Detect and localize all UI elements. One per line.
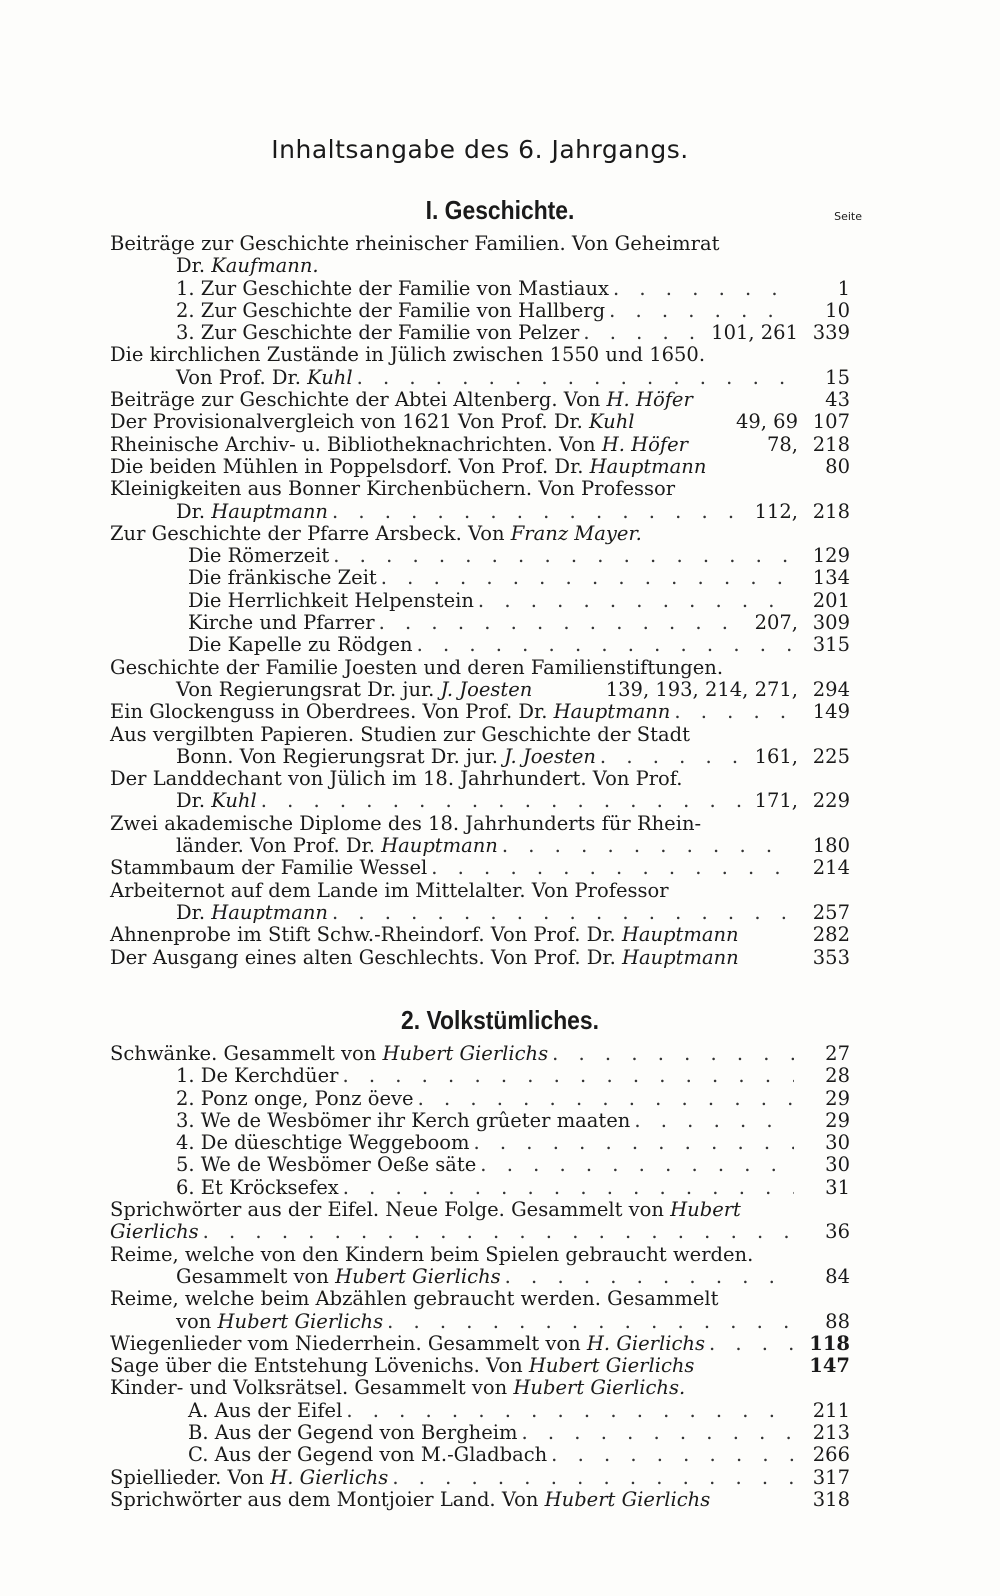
- toc-entry: [110, 835, 850, 857]
- page-number: 229: [812, 789, 850, 813]
- toc-entry-title: [176, 300, 605, 322]
- toc-entry-text: Stammbaum der Familie Wessel: [110, 856, 428, 880]
- toc-entry-author: Hauptmann: [553, 700, 671, 724]
- toc-entry-text: Sprichwörter aus der Eifel. Neue Folge. Gesammelt von: [110, 1198, 671, 1222]
- toc-entry: [110, 456, 850, 478]
- page-number: 214: [812, 856, 850, 880]
- toc-entry-text: Die fränkische Zeit: [188, 566, 377, 590]
- toc-entry-pages: 207,: [754, 611, 798, 635]
- toc-entry-text: Die Kapelle zu Rödgen: [188, 633, 413, 657]
- toc-entry: [110, 567, 850, 589]
- toc-entry-text: Spiellieder. Von: [110, 1465, 271, 1489]
- toc-entry: [110, 1199, 850, 1221]
- toc-entry-text: 3. Zur Geschichte der Familie von Pelzer: [176, 321, 580, 345]
- toc-entry: [110, 255, 850, 277]
- toc-entry-text: C. Aus der Gegend von M.-Gladbach: [188, 1443, 548, 1467]
- toc-entry-title: [110, 947, 739, 969]
- toc-entry: [110, 523, 850, 545]
- dot-leader: [583, 322, 703, 344]
- toc-entry-title: [176, 1132, 470, 1154]
- toc-entry-text: B. Aus der Gegend von Bergheim: [188, 1421, 518, 1445]
- toc-entry-title: [188, 545, 329, 567]
- toc-entry-author: H. Höfer: [606, 388, 693, 412]
- toc-entry: [110, 612, 850, 634]
- toc-entry: [110, 813, 850, 835]
- toc-entry-title: [110, 857, 427, 879]
- toc-entry: [110, 1355, 850, 1377]
- toc-entry-title: [188, 1422, 518, 1444]
- page-number: 211: [812, 1398, 850, 1422]
- page-number: 29: [825, 1108, 850, 1132]
- page-number: 318: [812, 1487, 850, 1511]
- toc-entry-text: A. Aus der Eifel: [188, 1398, 343, 1422]
- page-number: 201: [812, 588, 850, 612]
- dot-leader: [381, 567, 794, 589]
- page-number: 309: [812, 611, 850, 635]
- toc-entry: [110, 1154, 850, 1176]
- toc-entry: [110, 1110, 850, 1132]
- dot-leader: [474, 1132, 795, 1154]
- toc-entry-text: Ahnenprobe im Stift Schw.-Rheindorf. Von Prof. Dr.: [110, 923, 622, 947]
- page-number: 129: [812, 544, 850, 568]
- toc-entry: [110, 1177, 850, 1199]
- toc-entry-text: Der Provisionalvergleich von 1621 Von Prof. Dr.: [110, 410, 590, 434]
- page-number: 43: [825, 388, 850, 412]
- toc-entry: [110, 924, 850, 946]
- page-number: 294: [812, 677, 850, 701]
- dot-leader: [634, 1110, 794, 1132]
- dot-leader: [551, 1444, 794, 1466]
- toc-entry-title: [188, 567, 377, 589]
- toc-entry-title: [110, 1221, 199, 1243]
- toc-entry: [110, 1043, 850, 1065]
- dot-leader: [478, 590, 794, 612]
- page-number: 118: [809, 1331, 850, 1355]
- toc-entry-text: Die Herrlichkeit Helpenstein: [188, 588, 474, 612]
- toc-entry-author: Hubert Gierlichs: [528, 1354, 695, 1378]
- dot-leader: [343, 1177, 794, 1199]
- toc-entry-title: [110, 924, 739, 946]
- dot-leader: [674, 701, 794, 723]
- toc-entry-title: [110, 1355, 694, 1377]
- toc-entry-title: [110, 813, 701, 835]
- toc-entry-title: [176, 1065, 338, 1087]
- dot-leader: [522, 1422, 794, 1444]
- page-number: 218: [812, 499, 850, 523]
- toc-entry: [110, 278, 850, 300]
- toc-entry-text: Die kirchlichen Zustände in Jülich zwischen 1550 und 1650.: [110, 343, 706, 367]
- toc-entry-author: J. Joesten: [504, 744, 596, 768]
- dot-leader: [480, 1154, 794, 1176]
- toc-entry: [110, 679, 850, 701]
- toc-entry-author: Hubert Gierlichs.: [513, 1376, 686, 1400]
- toc-entry-title: [188, 634, 413, 656]
- page-number: 30: [825, 1131, 850, 1155]
- toc-entry-title: [110, 1199, 741, 1221]
- toc-entry-author: H. Gierlichs: [270, 1465, 389, 1489]
- toc-entry-text: Rheinische Archiv- u. Bibliotheknachrichten. Von: [110, 432, 602, 456]
- page-number: 30: [825, 1153, 850, 1177]
- toc-entry-title: [188, 1444, 547, 1466]
- toc-entry-title: [176, 1266, 501, 1288]
- page-number: 225: [812, 744, 850, 768]
- toc-entry-pages: 49, 69: [735, 410, 798, 434]
- toc-entry-text: Reime, welche beim Abzählen gebraucht werden. Gesammelt: [110, 1287, 719, 1311]
- toc-entry: [110, 478, 850, 500]
- toc-entry-author: Kaufmann.: [211, 254, 319, 278]
- dot-leader: [552, 1043, 794, 1065]
- page-number: 353: [812, 945, 850, 969]
- toc-entry-author: Franz Mayer.: [510, 521, 642, 545]
- toc-entry-text: 5. We de Wesbömer Oeße säte: [176, 1153, 477, 1177]
- toc-entry-text: Ein Glockenguss in Oberdrees. Von Prof. Dr.: [110, 700, 554, 724]
- page-number: 84: [825, 1264, 850, 1288]
- toc-entry: [110, 590, 850, 612]
- toc-entry-title: [110, 768, 682, 790]
- toc-entry-text: Schwänke. Gesammelt von: [110, 1042, 383, 1065]
- page-number: 134: [812, 566, 850, 590]
- toc-entry-author: Hauptmann: [589, 454, 707, 478]
- toc-entry-title: [176, 367, 353, 389]
- toc-entry-title: [176, 1110, 630, 1132]
- section-heading-geschichte: I. Geschichte.: [425, 195, 575, 225]
- toc-entry-text: Bonn. Von Regierungsrat Dr. jur.: [176, 744, 505, 768]
- toc-entry-text: 1. Zur Geschichte der Familie von Mastiaux: [176, 276, 610, 300]
- page-number: 282: [812, 923, 850, 947]
- page-number: 317: [812, 1465, 850, 1489]
- dot-leader: [342, 1065, 794, 1087]
- toc-entry: [110, 1065, 850, 1087]
- page-number: 80: [825, 454, 850, 478]
- toc-entry: [110, 300, 850, 322]
- toc-entry-title: [176, 1311, 383, 1333]
- toc-entry-title: [188, 1400, 342, 1422]
- toc-entry-title: [110, 233, 719, 255]
- toc-entry-author: J. Joesten: [440, 677, 533, 701]
- toc-entry: [110, 1467, 850, 1489]
- toc-entry-title: [110, 456, 706, 478]
- toc-entry-text: Zur Geschichte der Pfarre Arsbeck. Von: [110, 521, 511, 545]
- toc-entry-title: [110, 411, 635, 433]
- toc-entry-title: [110, 1043, 548, 1065]
- dot-leader: [609, 300, 794, 322]
- page-number: 36: [825, 1220, 850, 1244]
- page-number: 15: [825, 365, 850, 389]
- toc-entry-author: Hubert Gierlichs: [544, 1487, 711, 1511]
- toc-entry: [110, 1311, 850, 1333]
- toc-entry-text: Von Regierungsrat Dr. jur.: [176, 677, 441, 701]
- toc-entry-author: H. Gierlichs: [586, 1331, 705, 1355]
- toc-entry-pages: 161,: [754, 744, 798, 768]
- toc-entry-title: [176, 1177, 339, 1199]
- toc-entry-title: [176, 746, 596, 768]
- toc-entry-text: Kinder- und Volksrätsel. Gesammelt von: [110, 1376, 514, 1400]
- toc-entry-text: Dr.: [176, 499, 212, 523]
- toc-entry: [110, 1377, 850, 1399]
- toc-entry-pages: 171,: [754, 789, 798, 813]
- dot-leader: [379, 612, 747, 634]
- toc-entry-pages: 78,: [766, 432, 798, 456]
- toc-entry-text: Dr.: [176, 900, 212, 924]
- toc-entry-title: [176, 1154, 476, 1176]
- dot-leader: [387, 1311, 794, 1333]
- toc-entry: [110, 657, 850, 679]
- toc-entry-text: Kirche und Pfarrer: [188, 611, 375, 635]
- toc-entry-text: Geschichte der Familie Joesten und deren Familienstiftungen.: [110, 655, 724, 679]
- toc-entry-title: [110, 1333, 705, 1355]
- toc-entry-title: [176, 255, 319, 277]
- toc-entry-pages: 101, 261: [711, 321, 798, 345]
- page-title: Inhaltsangabe des 6. Jahrgangs.: [271, 135, 689, 164]
- toc-entry-text: Wiegenlieder vom Niederrhein. Gesammelt von: [110, 1331, 587, 1355]
- toc-entry-title: [110, 880, 669, 902]
- toc-entry-text: Sage über die Entstehung Lövenichs. Von: [110, 1354, 529, 1378]
- toc-entry: [110, 1132, 850, 1154]
- toc-entry: [110, 434, 850, 456]
- toc-entry: [110, 634, 850, 656]
- toc-entry-text: Von Prof. Dr.: [176, 365, 308, 389]
- toc-entry: [110, 501, 850, 523]
- toc-entry-author: Hauptmann: [381, 834, 498, 858]
- toc-entry-text: 6. Et Kröcksefex: [176, 1175, 339, 1199]
- toc-entry-title: [110, 478, 675, 500]
- toc-entry-text: 2. Ponz onge, Ponz öeve: [176, 1086, 414, 1110]
- toc-entry: [110, 1333, 850, 1355]
- toc-entry: [110, 1244, 850, 1266]
- toc-entry-text: 1. De Kerchdüer: [176, 1064, 339, 1088]
- toc-entry: [110, 746, 850, 768]
- page-number: 180: [812, 834, 850, 858]
- page-number: 339: [812, 321, 850, 345]
- toc-entry-title: [176, 1088, 414, 1110]
- toc-entry: [110, 322, 850, 344]
- dot-leader: [332, 501, 747, 523]
- page-number: 147: [809, 1354, 850, 1378]
- page-number: 29: [825, 1086, 850, 1110]
- toc-entry-author: Hubert Gierlichs: [335, 1264, 501, 1288]
- toc-entry-text: Der Ausgang eines alten Geschlechts. Von Prof. Dr.: [110, 945, 622, 969]
- toc-entry-pages: 112,: [754, 499, 798, 523]
- toc-entry: [110, 902, 850, 924]
- dot-leader: [505, 1266, 794, 1288]
- toc-entry: [110, 947, 850, 969]
- toc-entry: [110, 701, 850, 723]
- page-number: 218: [812, 432, 850, 456]
- dot-leader: [613, 278, 794, 300]
- toc-entry-author: Gierlichs: [110, 1220, 199, 1244]
- toc-entry-title: [176, 501, 328, 523]
- toc-list-geschichte: [110, 233, 850, 969]
- toc-entry-text: länder. Von Prof. Dr.: [176, 834, 382, 858]
- toc-entry: [110, 1088, 850, 1110]
- toc-entry: [110, 1489, 850, 1511]
- toc-entry-text: Die beiden Mühlen in Poppelsdorf. Von Prof. Dr.: [110, 454, 590, 478]
- dot-leader: [418, 1088, 794, 1110]
- toc-entry-title: [188, 590, 474, 612]
- toc-entry-title: [110, 1467, 388, 1489]
- toc-entry-title: [188, 612, 375, 634]
- toc-list-volkstuemliches: [110, 1043, 850, 1511]
- dot-leader: [346, 1400, 794, 1422]
- toc-entry-author: Hubert: [670, 1198, 741, 1222]
- toc-entry-text: Die Römerzeit: [188, 544, 330, 568]
- toc-entry: [110, 1400, 850, 1422]
- toc-entry-author: Hauptmann: [621, 945, 739, 969]
- toc-entry: [110, 344, 850, 366]
- toc-entry: [110, 411, 850, 433]
- page-number: 149: [812, 700, 850, 724]
- toc-entry-text: Kleinigkeiten aus Bonner Kirchenbüchern. Von Professor: [110, 477, 676, 501]
- toc-entry-text: Dr.: [176, 789, 212, 813]
- page-number: 1: [837, 276, 850, 300]
- toc-entry: [110, 880, 850, 902]
- toc-entry-text: Aus vergilbten Papieren. Studien zur Geschichte der Stadt: [110, 722, 690, 746]
- toc-entry-pages: 139, 193, 214, 271,: [605, 677, 798, 701]
- toc-entry-title: [110, 701, 670, 723]
- toc-entry-author: Hauptmann: [621, 923, 739, 947]
- toc-entry-title: [110, 1288, 718, 1310]
- dot-leader: [332, 902, 794, 924]
- toc-entry: [110, 1288, 850, 1310]
- dot-leader: [261, 790, 747, 812]
- toc-entry-author: Kuhl: [589, 410, 635, 434]
- toc-entry-author: Hauptmann: [211, 900, 328, 924]
- page-number: 27: [825, 1042, 850, 1065]
- toc-entry-author: Hubert Gierlichs: [217, 1309, 384, 1333]
- dot-leader: [709, 1333, 794, 1355]
- toc-entry-text: 3. We de Wesbömer ihr Kerch grûeter maaten: [176, 1108, 631, 1132]
- toc-entry: [110, 233, 850, 255]
- section-heading-volkstuemliches: 2. Volkstümliches.: [401, 1005, 599, 1035]
- dot-leader: [600, 746, 747, 768]
- toc-entry-author: Hubert Gierlichs: [382, 1042, 549, 1065]
- toc-entry-text: Beiträge zur Geschichte der Abtei Altenberg. Von: [110, 388, 607, 412]
- toc-entry: [110, 1422, 850, 1444]
- page-number: 31: [825, 1175, 850, 1199]
- dot-leader: [333, 545, 794, 567]
- toc-entry-title: [110, 344, 705, 366]
- toc-entry: [110, 857, 850, 879]
- page-number: 266: [812, 1443, 850, 1467]
- toc-entry: [110, 768, 850, 790]
- dot-leader: [392, 1467, 794, 1489]
- page-number: 28: [825, 1064, 850, 1088]
- toc-entry-title: [176, 679, 532, 701]
- toc-entry: [110, 545, 850, 567]
- toc-entry-title: [176, 790, 257, 812]
- toc-entry-text: Arbeiternot auf dem Lande im Mittelalter. Von Professor: [110, 878, 669, 902]
- toc-entry: [110, 1266, 850, 1288]
- toc-entry-title: [110, 1377, 685, 1399]
- dot-leader: [417, 634, 794, 656]
- dot-leader: [203, 1221, 794, 1243]
- toc-entry-title: [110, 1489, 710, 1511]
- toc-entry-text: Der Landdechant von Jülich im 18. Jahrhundert. Von Prof.: [110, 767, 683, 791]
- toc-entry-text: Zwei akademische Diplome des 18. Jahrhunderts für Rhein-: [110, 811, 702, 835]
- toc-entry: [110, 367, 850, 389]
- page-number: 10: [825, 298, 850, 322]
- toc-entry-text: 4. De düeschtige Weggeboom: [176, 1131, 470, 1155]
- toc-entry: [110, 790, 850, 812]
- dot-leader: [502, 835, 794, 857]
- toc-entry: [110, 724, 850, 746]
- toc-entry-text: von: [176, 1309, 218, 1333]
- toc-entry-text: Dr.: [176, 254, 212, 278]
- seite-label: Seite: [834, 210, 862, 223]
- toc-entry-title: [176, 902, 328, 924]
- page-number: 257: [812, 900, 850, 924]
- toc-entry-title: [110, 523, 642, 545]
- toc-entry: [110, 1221, 850, 1243]
- toc-entry-text: 2. Zur Geschichte der Familie von Hallberg: [176, 298, 606, 322]
- toc-entry-author: Hauptmann: [211, 499, 328, 523]
- toc-entry-title: [110, 657, 723, 679]
- toc-entry-title: [110, 389, 693, 411]
- page-number: 213: [812, 1421, 850, 1445]
- page-number: 315: [812, 633, 850, 657]
- toc-entry-title: [176, 835, 498, 857]
- toc-entry-author: Kuhl: [211, 789, 257, 813]
- toc-entry-title: [176, 322, 579, 344]
- toc-entry-text: Beiträge zur Geschichte rheinischer Familien. Von Geheimrat: [110, 232, 720, 255]
- toc-entry-author: H. Höfer: [601, 432, 688, 456]
- dot-leader: [431, 857, 794, 879]
- page-number: 107: [812, 410, 850, 434]
- toc-entry-text: Gesammelt von: [176, 1264, 336, 1288]
- dot-leader: [357, 367, 794, 389]
- toc-entry-author: Kuhl: [307, 365, 353, 389]
- toc-entry-text: Sprichwörter aus dem Montjoier Land. Von: [110, 1487, 545, 1511]
- toc-entry-text: Reime, welche von den Kindern beim Spielen gebraucht werden.: [110, 1242, 754, 1266]
- toc-entry-title: [110, 1244, 753, 1266]
- toc-entry: [110, 1444, 850, 1466]
- toc-entry-title: [110, 724, 690, 746]
- toc-entry-title: [176, 278, 609, 300]
- toc-entry-title: [110, 434, 688, 456]
- toc-entry: [110, 389, 850, 411]
- page-number: 88: [825, 1309, 850, 1333]
